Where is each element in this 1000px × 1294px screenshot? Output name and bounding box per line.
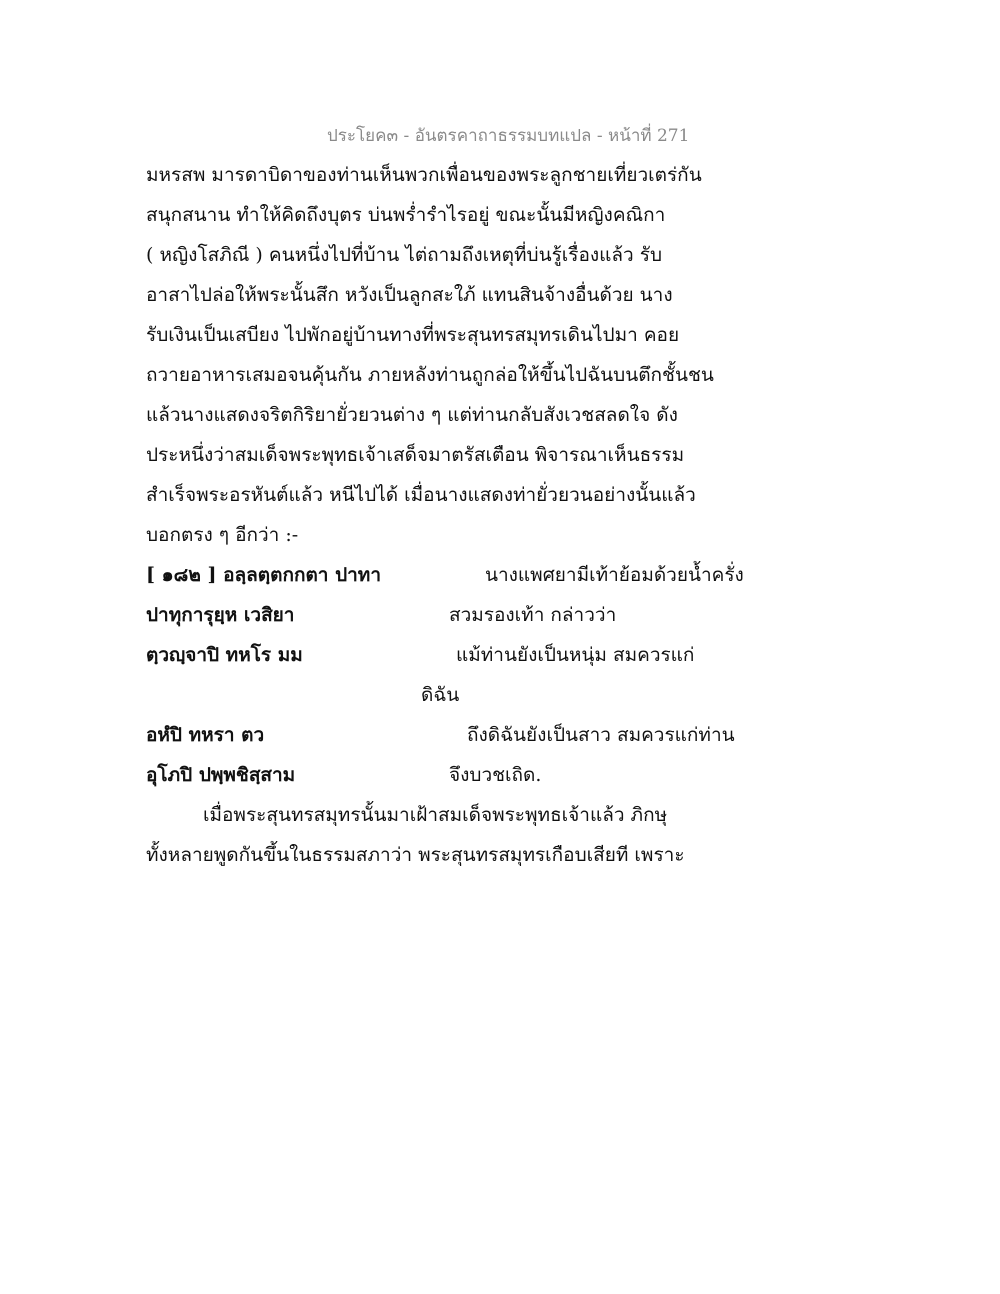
verse-pali-line: ปาทุการุยฺห เวสิยา [146,604,295,626]
paragraph-line: รับเงินเป็นเสบียง ไปพักอยู่บ้านทางที่พระสุนทรสมุทรเดินไปมา คอย [146,324,680,346]
verse-pali-line: [ ๑๘๒ ] อลฺลตฺตกกตา ปาทา [146,564,381,586]
paragraph-line: แล้วนางแสดงจริตกิริยายั่วยวนต่าง ๆ แต่ท่านกลับสังเวชสลดใจ ดัง [146,404,678,426]
closing-line: ทั้งหลายพูดกันขึ้นในธรรมสภาว่า พระสุนทรสมุทรเกือบเสียที เพราะ [146,844,685,866]
paragraph-line: สนุกสนาน ทำให้คิดถึงบุตร บ่นพร่ำรำไรอยู่ ขณะนั้นมีหญิงคณิกา [146,204,666,226]
verse-thai-continuation: ดิฉัน [421,684,460,706]
verse-thai-line: จึงบวชเถิด. [449,764,542,786]
verse-thai-line: แม้ท่านยังเป็นหนุ่ม สมควรแก่ [456,644,695,666]
paragraph-line: ( หญิงโสภิณี ) คนหนึ่งไปที่บ้าน ไต่ถามถึงเหตุที่บ่นรู้เรื่องแล้ว รับ [146,244,663,266]
paragraph-line: บอกตรง ๆ อีกว่า :- [146,524,299,546]
paragraph-line: อาสาไปล่อให้พระนั้นสึก หวังเป็นลูกสะใภ้ แทนสินจ้างอื่นด้วย นาง [146,284,673,306]
paragraph-line: สำเร็จพระอรหันต์แล้ว หนีไปได้ เมื่อนางแสดงท่ายั่วยวนอย่างนั้นแล้ว [146,484,696,506]
verse-pali-line: ตฺวญฺจาปิ ทหโร มม [146,644,303,666]
verse-thai-line: นางแพศยามีเท้าย้อมด้วยน้ำครั่ง [485,564,744,586]
closing-line-indented: เมื่อพระสุนทรสมุทรนั้นมาเฝ้าสมเด็จพระพุทธเจ้าแล้ว ภิกษุ [203,804,668,826]
paragraph-line: ประหนึ่งว่าสมเด็จพระพุทธเจ้าเสด็จมาตรัสเตือน พิจารณาเห็นธรรม [146,444,685,466]
verse-thai-line: ถึงดิฉันยังเป็นสาว สมควรแก่ท่าน [467,724,735,746]
paragraph-line: ถวายอาหารเสมอจนคุ้นกัน ภายหลังท่านถูกล่อให้ขึ้นไปฉันบนตึกชั้นชน [146,364,714,386]
verse-pali-line: อหํปิ ทหรา ตว [146,724,265,746]
verse-pali-line: อุโภปิ ปพฺพชิสฺสาม [146,764,296,786]
page-header: ประโยค๓ - อันตรคาถาธรรมบทแปล - หน้าที่ 271 [327,126,690,146]
verse-thai-line: สวมรองเท้า กล่าวว่า [449,604,617,626]
paragraph-line: มหรสพ มารดาบิดาของท่านเห็นพวกเพื่อนของพระลูกชายเที่ยวเตร่กัน [146,164,702,186]
